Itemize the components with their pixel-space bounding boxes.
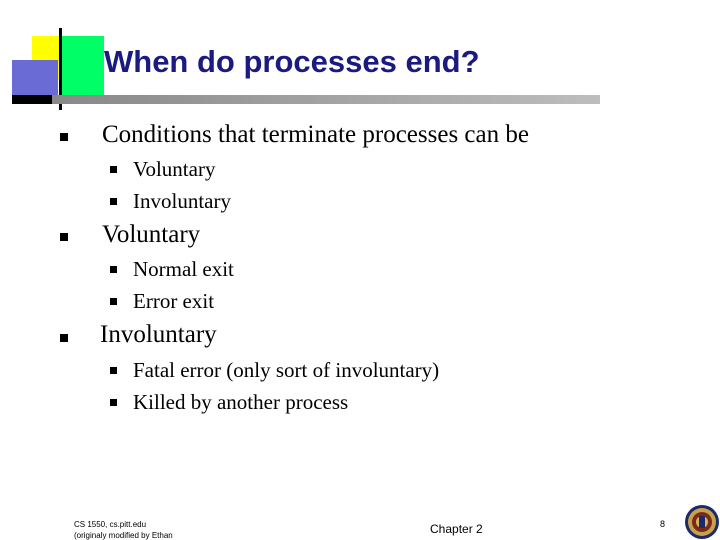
bullet-text: Voluntary [102,221,201,248]
footer-course-line1: CS 1550, cs.pitt.edu [74,520,147,529]
slide-title: When do processes end? [104,44,480,79]
footer-course-info [74,519,173,540]
sub-bullet-text: Voluntary [133,157,216,181]
decor-blue-square [12,60,58,100]
sub-bullet-square-icon [110,298,117,305]
university-seal-icon [684,504,720,540]
footer-course-line2: (originaly modified by Ethan [74,531,173,540]
sub-bullet-text: Fatal error (only sort of involuntary) [133,358,440,382]
bullet-text: Conditions that terminate processes can be [102,121,529,148]
sub-bullet-square-icon [110,198,117,205]
page-number: 8 [660,519,666,529]
decor-green-square [60,36,104,96]
sub-bullet-square-icon [110,266,117,273]
sub-bullet-square-icon [110,367,117,374]
sub-bullet-text: Normal exit [133,257,234,281]
bullet-square-icon [60,334,68,342]
sub-bullet-square-icon [110,166,117,173]
sub-bullet-text: Involuntary [133,189,231,213]
sub-bullet-square-icon [110,399,117,406]
bullet-text: Involuntary [100,321,217,348]
title-underline-bar [12,95,600,104]
sub-bullet-text: Error exit [133,289,215,313]
bullet-square-icon [60,233,68,241]
footer-chapter: Chapter 2 [430,522,483,536]
sub-bullet-text: Killed by another process [133,390,349,414]
bullet-square-icon [60,133,68,141]
